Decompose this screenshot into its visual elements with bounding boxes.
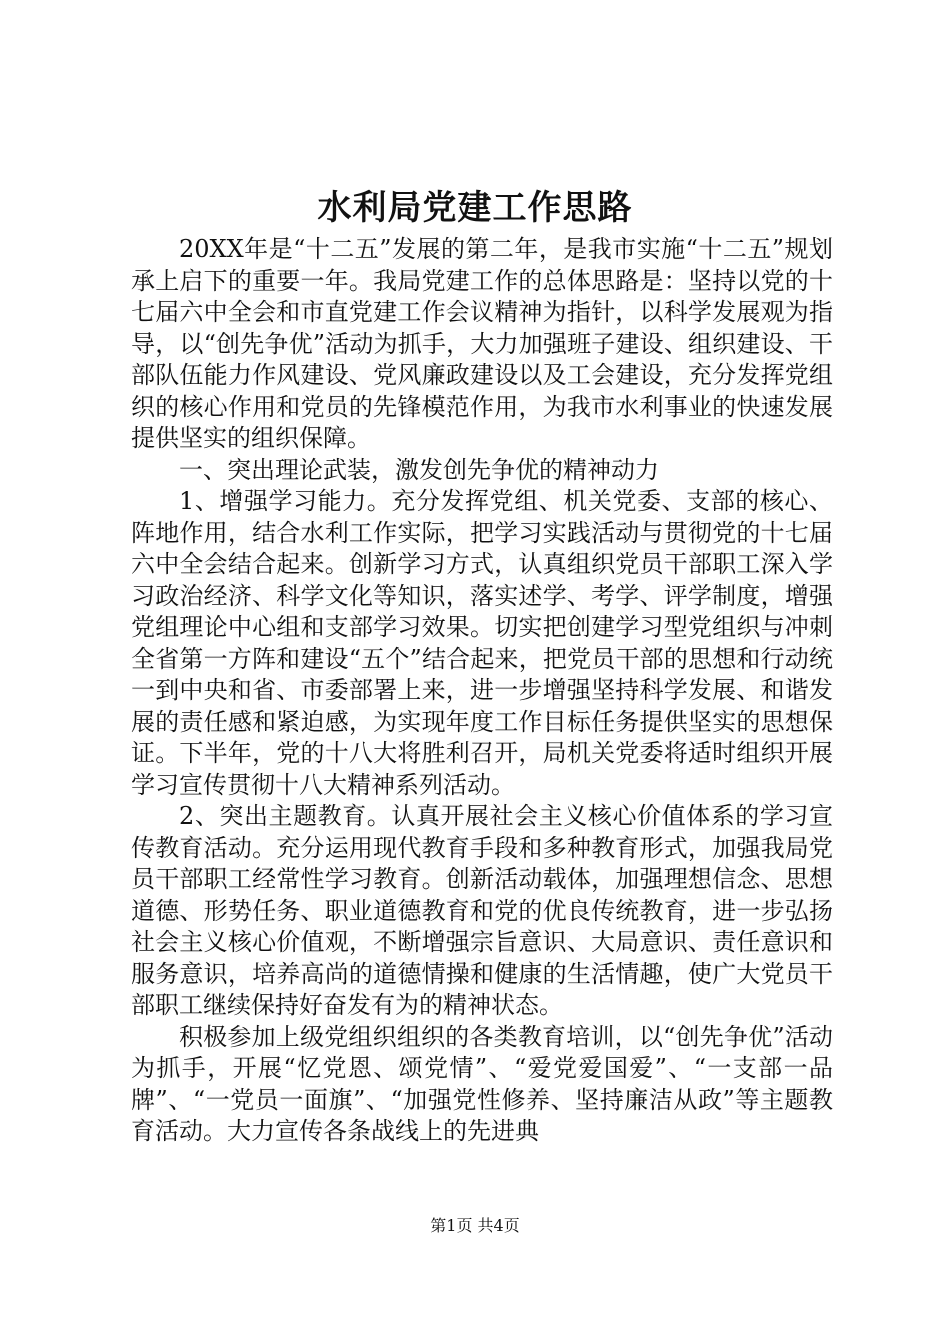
page-indicator: 第1页 共4页	[430, 1216, 520, 1235]
document-title: 水利局党建工作思路	[317, 188, 633, 228]
section-heading-1: 一、突出理论武装，激发创先争优的精神动力	[179, 455, 659, 484]
paragraph-study-ability: 1、增强学习能力。充分发挥党组、机关党委、支部的核心、阵地作用，结合水利工作实际，把学习实践活动与贯彻党的十七届六中全会结合起来。创新学习方式，认真组织党员干部职工深入学习政治经济、科学文化等知识，落实述学、考学、评学制度，增强党组理论中心组和支部学习效果。切实把创建学习型党组织与冲刺全省第一方阵和建设“五个”结合起来，把党员干部的思想和行动统一到中央和省、市委部署上来，进一步增强坚持科学发展、和谐发展的责任感和紧迫感，为实现年度工作目标任务提供坚实的思想保证。下半年，党的十八大将胜利召开，局机关党委将适时组织开展学习宣传贯彻十八大精神系列活动。	[131, 487, 833, 799]
document-body	[131, 234, 833, 1148]
paragraph-theme-education: 2、突出主题教育。认真开展社会主义核心价值体系的学习宣传教育活动。充分运用现代教育手段和多种教育形式，加强我局党员干部职工经常性学习教育。创新活动载体，加强理想信念、思想道德、形势任务、职业道德教育和党的优良传统教育，进一步弘扬社会主义核心价值观，不断增强宗旨意识、大局意识、责任意识和服务意识，培养高尚的道德情操和健康的生活情趣，使广大党员干部职工继续保持好奋发有为的精神状态。	[131, 802, 833, 1019]
paragraph-training: 积极参加上级党组织组织的各类教育培训，以“创先争优”活动为抓手，开展“忆党恩、颂党情”、“爱党爱国爱”、“一支部一品牌”、“一党员一面旗”、“加强党性修养、坚持廉洁从政”等主题教育活动。大力宣传各条战线上的先进典	[131, 1022, 833, 1145]
paragraph-intro: 20XX年是“十二五”发展的第二年，是我市实施“十二五”规划承上启下的重要一年。我局党建工作的总体思路是：坚持以党的十七届六中全会和市直党建工作会议精神为指针，以科学发展观为指导，以“创先争优”活动为抓手，大力加强班子建设、组织建设、干部队伍能力作风建设、党风廉政建设以及工会建设，充分发挥党组织的核心作用和党员的先锋模范作用，为我市水利事业的快速发展提供坚实的组织保障。	[131, 235, 833, 452]
